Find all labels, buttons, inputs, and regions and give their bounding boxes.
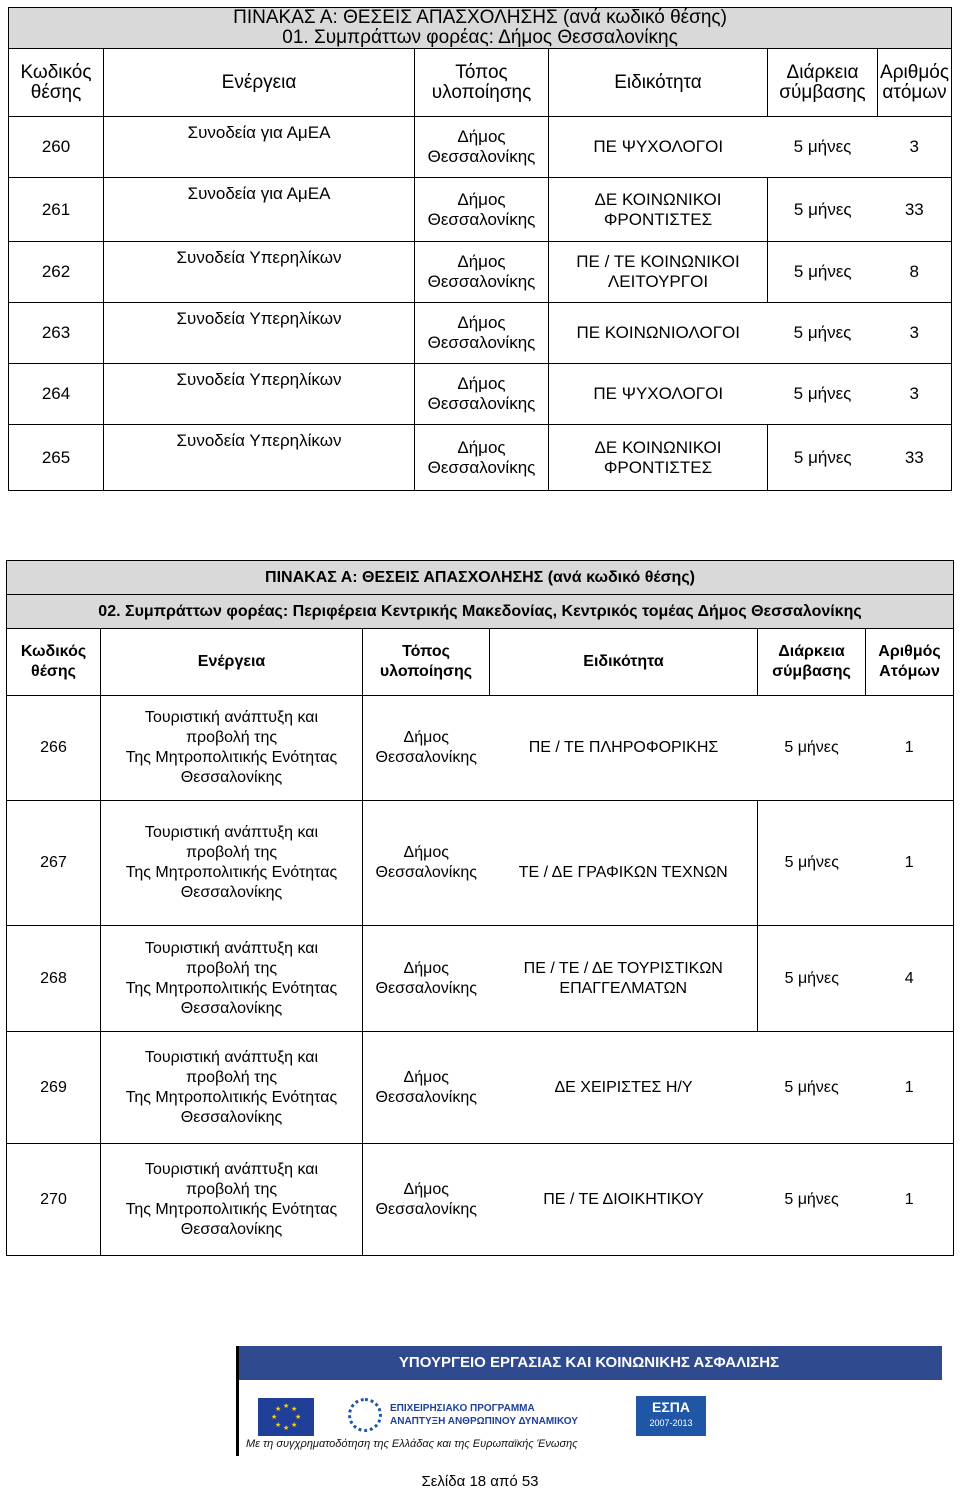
cell-action: Τουριστική ανάπτυξη και προβολή της Της Μητροπολιτικής Ενότητας Θεσσαλονίκης (101, 1144, 363, 1256)
cell-place: Δήμος Θεσσαλονίκης (363, 801, 490, 926)
table-row (7, 926, 954, 1032)
header-duration: Διάρκεια σύμβασης (758, 629, 866, 696)
cell-duration: 5 μήνες (768, 117, 878, 178)
cell-code: 263 (9, 303, 104, 364)
cell-persons: 3 (878, 364, 952, 425)
cell-code: 266 (7, 696, 101, 801)
table-title: ΠΙΝΑΚΑΣ Α: ΘΕΣΕΙΣ ΑΠΑΣΧΟΛΗΣΗΣ (ανά κωδικό θέσης) (7, 561, 954, 595)
header-place: Τόπος υλοποίησης (363, 629, 490, 696)
cell-specialty: ΔΕ ΧΕΙΡΙΣΤΕΣ Η/Υ (490, 1032, 758, 1144)
cell-duration: 5 μήνες (768, 425, 878, 491)
header-specialty: Ειδικότητα (490, 629, 758, 696)
cell-place: Δήμος Θεσσαλονίκης (415, 364, 549, 425)
espa-logo (636, 1396, 736, 1438)
cell-persons: 8 (878, 242, 952, 303)
table-row (9, 117, 952, 178)
table-subtitle: 02. Συμπράττων φορέας: Περιφέρεια Κεντρικής Μακεδονίας, Κεντρικός τομέας Δήμος Θεσσαλονίκης (7, 595, 954, 629)
cell-specialty: ΤΕ / ΔΕ ΓΡΑΦΙΚΩΝ ΤΕΧΝΩΝ (490, 801, 758, 926)
cell-specialty: ΠΕ / ΤΕ ΚΟΙΝΩΝΙΚΟΙ ΛΕΙΤΟΥΡΓΟΙ (549, 242, 768, 303)
cell-specialty: ΔΕ ΚΟΙΝΩΝΙΚΟΙ ΦΡΟΝΤΙΣΤΕΣ (549, 178, 768, 242)
table-row (9, 178, 952, 242)
cell-duration: 5 μήνες (758, 801, 866, 926)
cell-specialty: ΠΕ / ΤΕ ΔΙΟΙΚΗΤΙΚΟΥ (490, 1144, 758, 1256)
cell-action: Συνοδεία Υπερηλίκων (104, 242, 415, 303)
page-number-text: Σελίδα 18 από 53 (421, 1473, 539, 1490)
cell-duration: 5 μήνες (758, 926, 866, 1032)
cell-specialty: ΠΕ ΚΟΙΝΩΝΙΟΛΟΓΟΙ (549, 303, 768, 364)
cell-duration: 5 μήνες (768, 178, 878, 242)
cell-specialty: ΠΕ ΨΥΧΟΛΟΓΟΙ (549, 117, 768, 178)
header-code: Κωδικός θέσης (9, 49, 104, 117)
program-logo (348, 1396, 608, 1436)
cell-code: 270 (7, 1144, 101, 1256)
cell-persons: 1 (866, 696, 954, 801)
cell-action: Τουριστική ανάπτυξη και προβολή της Της Μητροπολιτικής Ενότητας Θεσσαλονίκης (101, 926, 363, 1032)
table-row (7, 801, 954, 926)
cell-duration: 5 μήνες (758, 1032, 866, 1144)
eu-flag-icon: ★ ★ ★ ★ ★ ★ ★ ★ (258, 1398, 314, 1436)
table-row (7, 696, 954, 801)
cell-persons: 1 (866, 801, 954, 926)
cell-code: 269 (7, 1032, 101, 1144)
cell-duration: 5 μήνες (768, 364, 878, 425)
cell-specialty: ΔΕ ΚΟΙΝΩΝΙΚΟΙ ΦΡΟΝΤΙΣΤΕΣ (549, 425, 768, 491)
cell-place: Δήμος Θεσσαλονίκης (415, 425, 549, 491)
page-number (0, 1473, 960, 1490)
cell-place: Δήμος Θεσσαλονίκης (363, 926, 490, 1032)
cell-duration: 5 μήνες (758, 1144, 866, 1256)
program-mark-icon (348, 1398, 382, 1432)
cell-persons: 3 (878, 303, 952, 364)
cell-code: 268 (7, 926, 101, 1032)
program-name: ΕΠΙΧΕΙΡΗΣΙΑΚΟ ΠΡΟΓΡΑΜΜΑ (390, 1403, 535, 1414)
header-duration: Διάρκεια σύμβασης (768, 49, 878, 117)
cell-place: Δήμος Θεσσαλονίκης (415, 242, 549, 303)
cell-place: Δήμος Θεσσαλονίκης (415, 178, 549, 242)
cell-specialty: ΠΕ / ΤΕ ΠΛΗΡΟΦΟΡΙΚΗΣ (490, 696, 758, 801)
cell-persons: 33 (878, 178, 952, 242)
table-header-row (7, 629, 954, 696)
cofinancing-banner (236, 1346, 942, 1456)
ministry-bar: ΥΠΟΥΡΓΕΙΟ ΕΡΓΑΣΙΑΣ ΚΑΙ ΚΟΙΝΩΝΙΚΗΣ ΑΣΦΑΛΙΣΗΣ (236, 1346, 942, 1380)
table-row (9, 242, 952, 303)
table-title-row (9, 8, 952, 49)
cell-action: Συνοδεία Υπερηλίκων (104, 425, 415, 491)
cofinancing-text: Με τη συγχρηματοδότηση της Ελλάδας και της Ευρωπαϊκής Ένωσης (246, 1438, 578, 1450)
cell-specialty: ΠΕ ΨΥΧΟΛΟΓΟΙ (549, 364, 768, 425)
cell-place: Δήμος Θεσσαλονίκης (363, 1032, 490, 1144)
table-row (7, 1144, 954, 1256)
cell-persons: 1 (866, 1144, 954, 1256)
cell-place: Δήμος Θεσσαλονίκης (415, 117, 549, 178)
table-title-row (7, 561, 954, 595)
cell-action: Τουριστική ανάπτυξη και προβολή της Της Μητροπολιτικής Ενότητας Θεσσαλονίκης (101, 696, 363, 801)
cell-code: 260 (9, 117, 104, 178)
cell-action: Συνοδεία Υπερηλίκων (104, 364, 415, 425)
cell-place: Δήμος Θεσσαλονίκης (415, 303, 549, 364)
espa-years: 2007-2013 (649, 1418, 693, 1428)
header-place: Τόπος υλοποίησης (415, 49, 549, 117)
table-row (9, 425, 952, 491)
table-row (9, 364, 952, 425)
cell-persons: 3 (878, 117, 952, 178)
table-row (9, 303, 952, 364)
espa-label: ΕΣΠΑ (652, 1399, 690, 1415)
positions-table-2 (6, 560, 954, 1256)
cell-place: Δήμος Θεσσαλονίκης (363, 696, 490, 801)
cell-duration: 5 μήνες (768, 242, 878, 303)
header-persons: Αριθμός Ατόμων (866, 629, 954, 696)
cell-code: 267 (7, 801, 101, 926)
table-subtitle-row (7, 595, 954, 629)
header-code: Κωδικός θέσης (7, 629, 101, 696)
cell-action: Συνοδεία για ΑμΕΑ (104, 117, 415, 178)
header-specialty: Ειδικότητα (549, 49, 768, 117)
header-persons: Αριθμός ατόμων (878, 49, 952, 117)
header-action: Ενέργεια (101, 629, 363, 696)
cell-code: 264 (9, 364, 104, 425)
cell-duration: 5 μήνες (768, 303, 878, 364)
cell-code: 265 (9, 425, 104, 491)
cell-persons: 1 (866, 1032, 954, 1144)
cell-code: 262 (9, 242, 104, 303)
header-action: Ενέργεια (104, 49, 415, 117)
cell-action: Συνοδεία Υπερηλίκων (104, 303, 415, 364)
cell-persons: 33 (878, 425, 952, 491)
program-subtitle: ΑΝΑΠΤΥΞΗ ΑΝΘΡΩΠΙΝΟΥ ΔΥΝΑΜΙΚΟΥ (390, 1416, 578, 1427)
cell-action: Συνοδεία για ΑμΕΑ (104, 178, 415, 242)
cell-code: 261 (9, 178, 104, 242)
table-header-row (9, 49, 952, 117)
banner-divider (236, 1346, 239, 1456)
cell-specialty: ΠΕ / ΤΕ / ΔΕ ΤΟΥΡΙΣΤΙΚΩΝ ΕΠΑΓΓΕΛΜΑΤΩΝ (490, 926, 758, 1032)
cell-action: Τουριστική ανάπτυξη και προβολή της Της Μητροπολιτικής Ενότητας Θεσσαλονίκης (101, 801, 363, 926)
cell-place: Δήμος Θεσσαλονίκης (363, 1144, 490, 1256)
positions-table-1 (8, 7, 952, 491)
table-title: ΠΙΝΑΚΑΣ Α: ΘΕΣΕΙΣ ΑΠΑΣΧΟΛΗΣΗΣ (ανά κωδικό θέσης) 01. Συμπράττων φορέας: Δήμος Θεσσαλονίκης (9, 8, 952, 49)
cell-duration: 5 μήνες (758, 696, 866, 801)
cell-action: Τουριστική ανάπτυξη και προβολή της Της Μητροπολιτικής Ενότητας Θεσσαλονίκης (101, 1032, 363, 1144)
cell-persons: 4 (866, 926, 954, 1032)
table-row (7, 1032, 954, 1144)
